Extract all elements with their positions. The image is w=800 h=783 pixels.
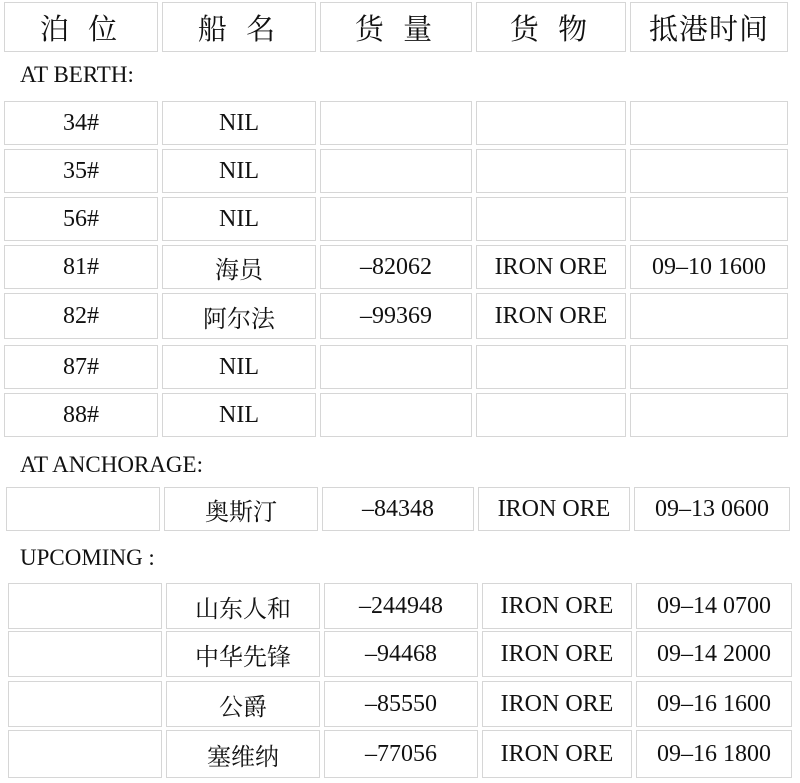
- arrival-cell: [630, 393, 788, 437]
- quantity-cell: –82062: [320, 245, 472, 289]
- arrival-cell: [630, 293, 788, 339]
- berth-cell: [8, 730, 162, 778]
- section-upcoming: UPCOMING :: [20, 545, 155, 570]
- arrival-cell: 09–14 0700: [636, 583, 792, 629]
- quantity-cell: –99369: [320, 293, 472, 339]
- arrival-cell: 09–14 2000: [636, 631, 792, 677]
- arrival-cell: [630, 345, 788, 389]
- berth-cell: [8, 631, 162, 677]
- cargo-cell: IRON ORE: [478, 487, 630, 531]
- header-cargo: 货 物: [476, 2, 626, 52]
- header-arrival: 抵港时间: [630, 2, 788, 52]
- cargo-cell: [476, 149, 626, 193]
- vessel-cell: NIL: [162, 149, 316, 193]
- berth-cell: 87#: [4, 345, 158, 389]
- vessel-cell: 塞维纳: [166, 730, 320, 778]
- quantity-cell: –94468: [324, 631, 478, 677]
- vessel-cell: NIL: [162, 393, 316, 437]
- arrival-cell: 09–10 1600: [630, 245, 788, 289]
- cargo-cell: [476, 393, 626, 437]
- berth-cell: [8, 583, 162, 629]
- vessel-cell: 山东人和: [166, 583, 320, 629]
- cargo-cell: IRON ORE: [476, 245, 626, 289]
- berth-cell: [8, 681, 162, 727]
- vessel-cell: 公爵: [166, 681, 320, 727]
- vessel-cell: 中华先锋: [166, 631, 320, 677]
- cargo-cell: IRON ORE: [476, 293, 626, 339]
- berth-cell: 81#: [4, 245, 158, 289]
- arrival-cell: [630, 101, 788, 145]
- cargo-cell: [476, 197, 626, 241]
- berth-cell: 56#: [4, 197, 158, 241]
- vessel-cell: 阿尔法: [162, 293, 316, 339]
- cargo-cell: IRON ORE: [482, 631, 632, 677]
- cargo-cell: [476, 345, 626, 389]
- arrival-cell: [630, 197, 788, 241]
- vessel-cell: NIL: [162, 101, 316, 145]
- quantity-cell: –84348: [322, 487, 474, 531]
- arrival-cell: 09–16 1600: [636, 681, 792, 727]
- berth-cell: 88#: [4, 393, 158, 437]
- cargo-cell: IRON ORE: [482, 681, 632, 727]
- header-vessel: 船 名: [162, 2, 316, 52]
- vessel-cell: NIL: [162, 345, 316, 389]
- quantity-cell: [320, 101, 472, 145]
- quantity-cell: [320, 197, 472, 241]
- section-at-anchorage: AT ANCHORAGE:: [20, 452, 203, 477]
- arrival-cell: 09–16 1800: [636, 730, 792, 778]
- cargo-cell: IRON ORE: [482, 583, 632, 629]
- berth-cell: 35#: [4, 149, 158, 193]
- arrival-cell: [630, 149, 788, 193]
- quantity-cell: –77056: [324, 730, 478, 778]
- berth-cell: [6, 487, 160, 531]
- quantity-cell: [320, 149, 472, 193]
- quantity-cell: [320, 393, 472, 437]
- header-berth: 泊 位: [4, 2, 158, 52]
- arrival-cell: 09–13 0600: [634, 487, 790, 531]
- quantity-cell: –244948: [324, 583, 478, 629]
- quantity-cell: [320, 345, 472, 389]
- berth-cell: 34#: [4, 101, 158, 145]
- vessel-cell: 奥斯汀: [164, 487, 318, 531]
- berth-cell: 82#: [4, 293, 158, 339]
- quantity-cell: –85550: [324, 681, 478, 727]
- cargo-cell: IRON ORE: [482, 730, 632, 778]
- header-quantity: 货 量: [320, 2, 472, 52]
- vessel-cell: NIL: [162, 197, 316, 241]
- section-at-berth: AT BERTH:: [20, 62, 134, 87]
- vessel-cell: 海员: [162, 245, 316, 289]
- cargo-cell: [476, 101, 626, 145]
